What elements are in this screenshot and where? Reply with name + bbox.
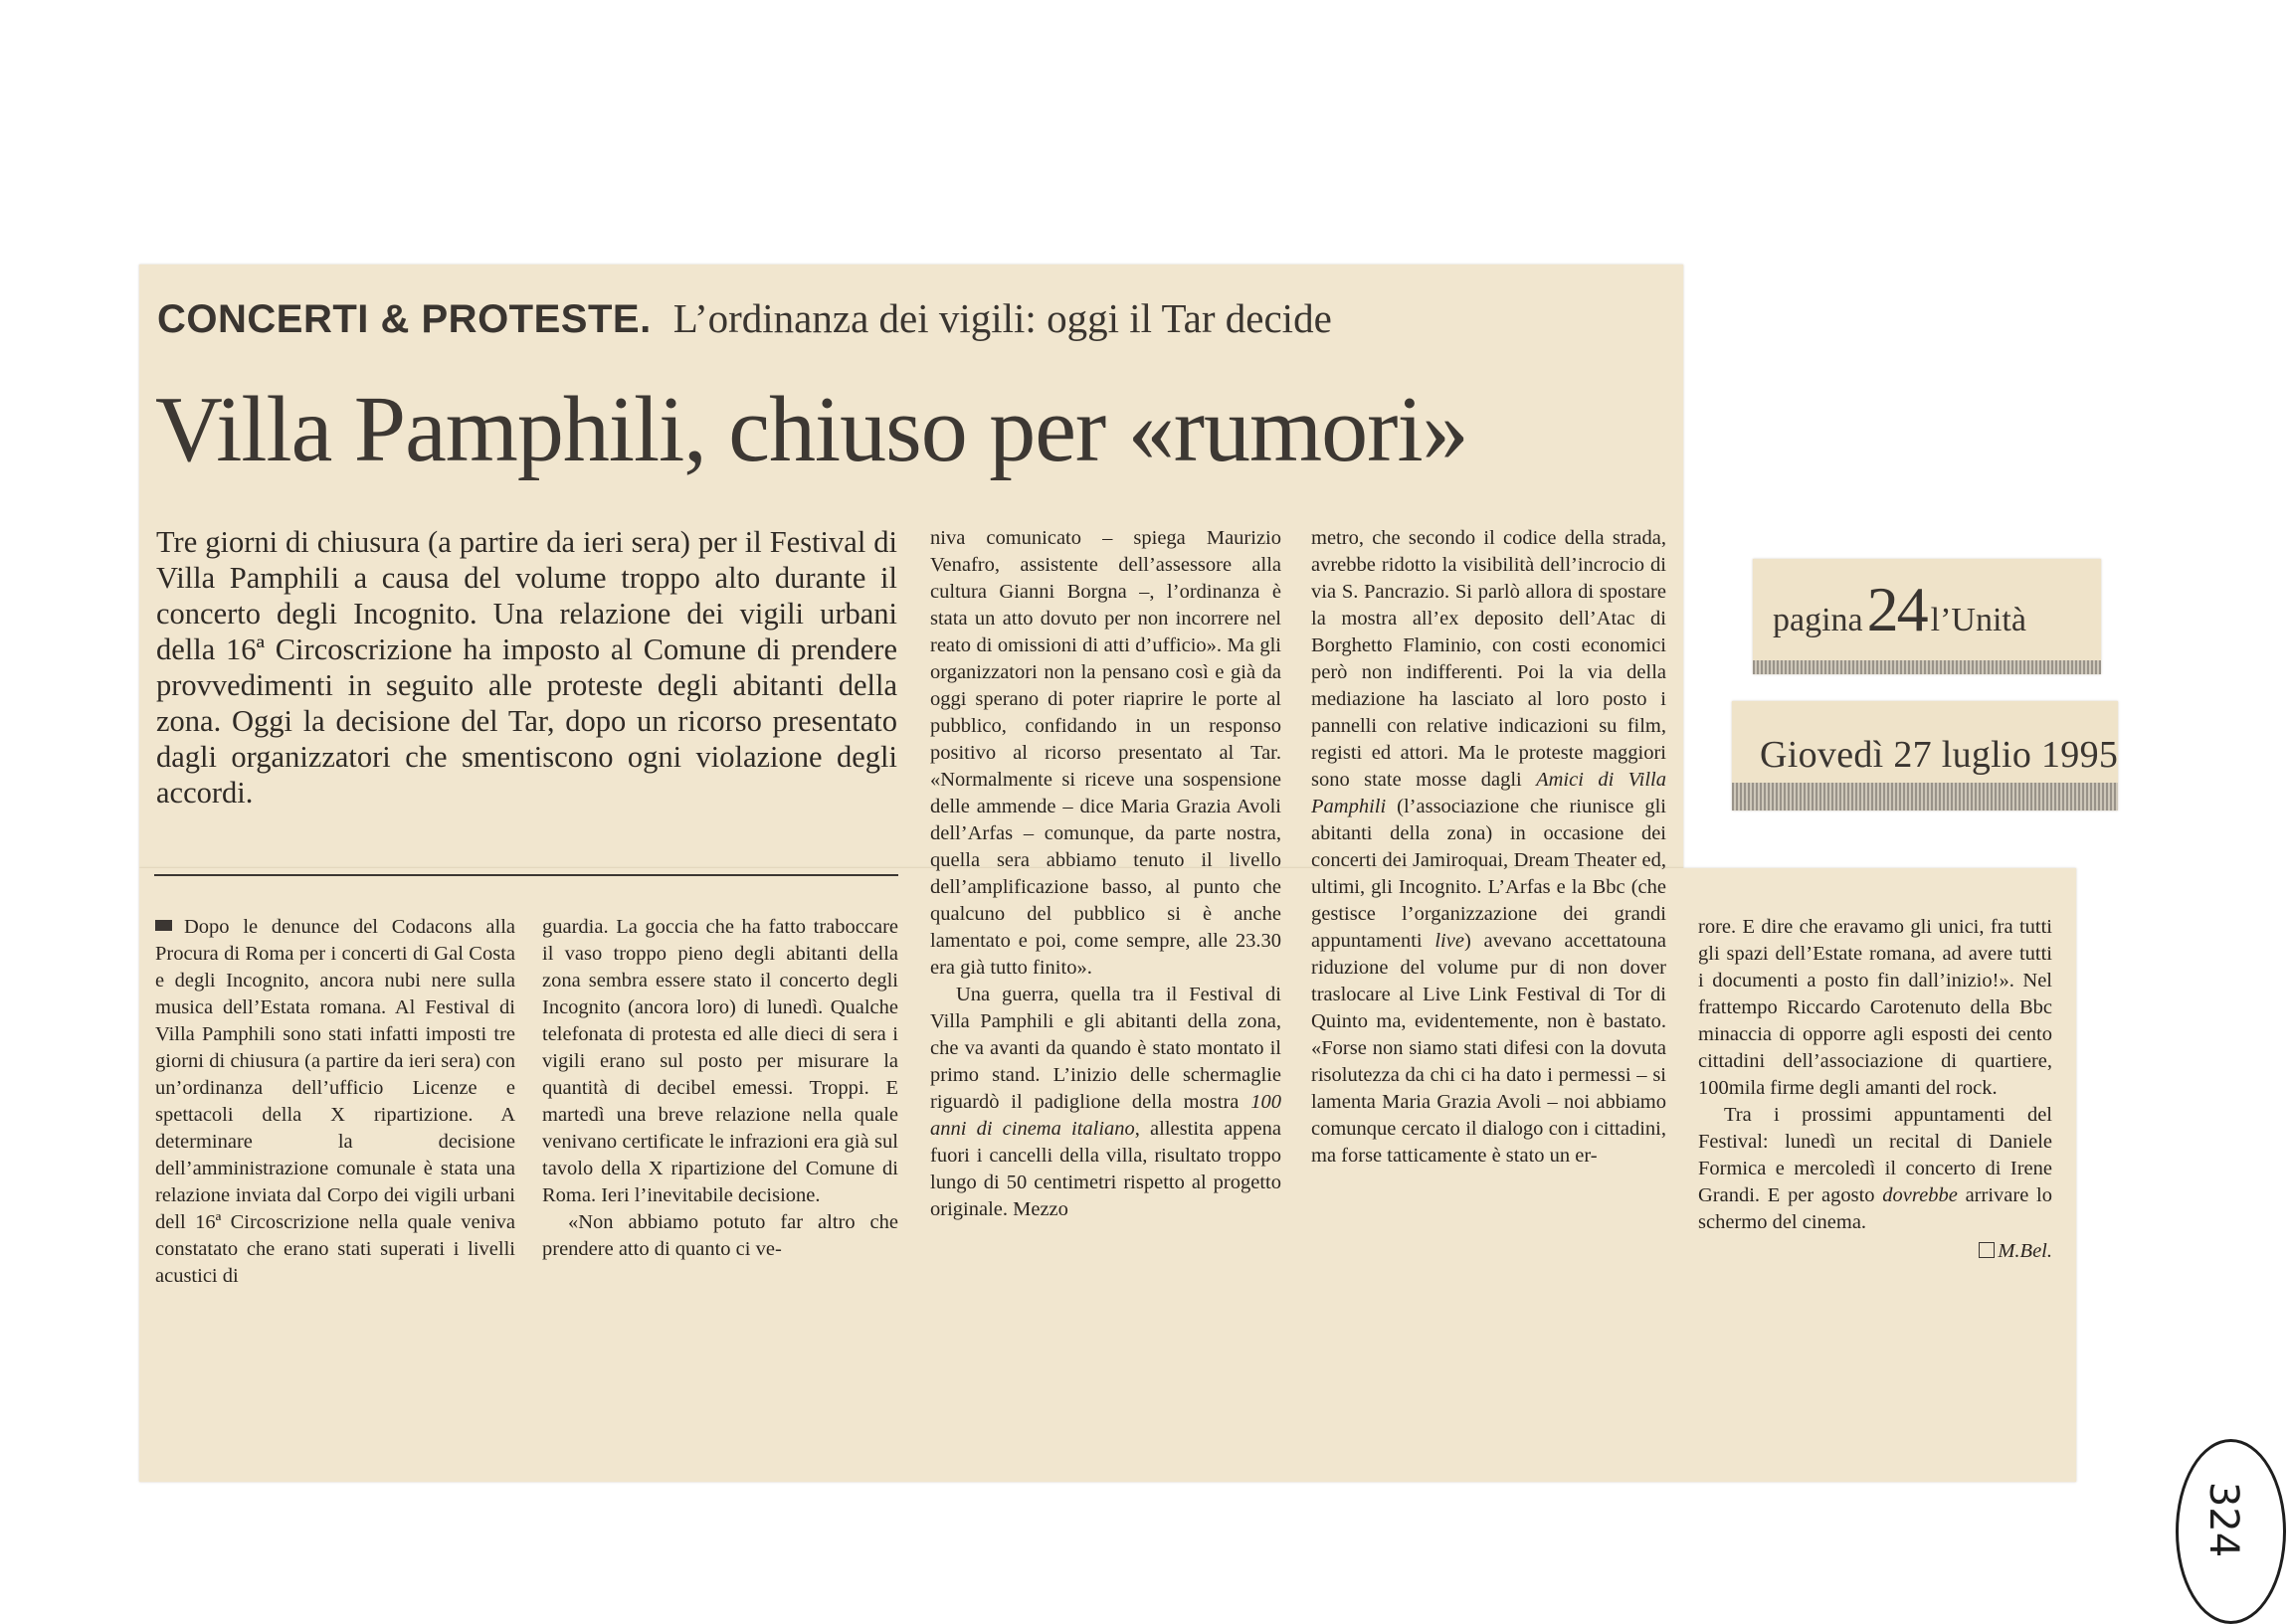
kicker-subtitle: L’ordinanza dei vigili: oggi il Tar decide [672,295,1332,341]
column-2-paragraph-1: guardia. La goccia che ha fatto traboccare il vaso troppo pieno degli abitanti della zona sembra essere stato il concerto degli Incognito (ancora loro) di lunedì. Qualche telefonata di protesta ed alle dieci di sera i vigili erano sul posto per misurare la quantità di decibel emessi. Troppi. E martedì una breve relazione nella quale venivano certificate le infrazioni era già sul tavolo della X ripartizione del Comune di Roma. Ieri l’inevitabile decisione. [542,916,898,1206]
kicker [157,294,1332,342]
page-label [1753,559,2101,674]
column-5-paragraph-1: rore. E dire che eravamo gli unici, fra tutti gli spazi dell’Estate romana, ad avere tutti i documenti a posto fin dall’inizio!». Nel frattempo Riccardo Carotenuto della Bbc minaccia di opporre agli esposti dei cento cittadini dell’associazione di quartiere, 100mila firme degli amanti del rock. [1698,916,2052,1099]
headline: Villa Pamphili, chiuso per «rumori» [155,378,1468,481]
date-label-hatch [1732,783,2118,811]
column-3-paragraph-1: niva comunicato – spiega Maurizio Venafro, assistente dell’assessore alla cultura Gianni Borgna –, l’ordinanza è stata un atto dovuto per non incorrere nel reato di omissioni di atti d’ufficio». Ma gli organizzatori non la pensano così e già da oggi sperano di poter riaprire le porte al pubblico, confidando in un responso positivo al ricorso presentato al Tar. «Normalmente si riceve una sospensione delle ammende – dice Maria Grazia Avoli dell’Arfas – comunque, da parte nostra, quella sera abbiamo tenuto il livello dell’amplificazione basso, al punto che qualcuno del pubblico si è anche lamentato e poi, come sempre, alle 23.30 era già tutto finito». [930,527,1281,979]
lead-paragraph: Tre giorni di chiusura (a partire da ieri sera) per il Festival di Villa Pamphili a causa del volume troppo alto durante il concerto degli Incognito. Una relazione dei vigili urbani della 16ª Circoscrizione ha imposto al Comune di prendere provvedimenti in seguito alle proteste degli abitanti della zona. Oggi la decisione del Tar, dopo un ricorso presentato dagli organizzatori che smentiscono ogni violazione degli accordi. [156,525,897,810]
date-text: Giovedì 27 luglio 1995 [1760,734,2119,776]
column-3-paragraph-2: Una guerra, quella tra il Festival di Villa Pamphili e gli abitanti della zona, che va avanti da quando è stato montato il primo stand. L’inizio delle schermaglie riguardò il padiglione della mostra 100 anni di cinema italiano, allestita appena fuori i cancelli della villa, risultato troppo lungo di 50 centimetri rispetto al progetto originale. Mezzo [930,984,1281,1220]
column-1-text: Dopo le denunce del Codacons alla Procura di Roma per i concerti di Gal Costa e degli Incognito, ancora nubi nere sulla musica dell’Estata romana. Al Festival di Villa Pamphili sono stati infatti imposti tre giorni di chiusura (a partire da ieri sera) con un’ordinanza dell’ufficio Licenze e spettacoli della X ripartizione. A determinare la decisione dell’amministrazione comunale è stata una relazione inviata dal Corpo dei vigili urbani dell 16ª Circoscrizione nella quale veniva constatato che erano stati superati i livelli acustici di [155,916,515,1287]
byline: M.Bel. [1698,1238,2052,1265]
column-5 [1698,914,2052,1265]
lead-divider [154,874,898,876]
kicker-section: CONCERTI & PROTESTE. [157,297,652,341]
page-word: pagina [1773,602,1863,638]
paragraph-marker-icon [155,920,172,931]
column-1 [155,914,515,1290]
column-3 [930,525,1281,1223]
byline-box-icon [1979,1242,1995,1258]
column-2-paragraph-2: «Non abbiamo potuto far altro che prendere atto di quanto ci ve- [542,1211,898,1260]
page-label-hatch [1753,660,2101,674]
column-2 [542,914,898,1263]
column-4 [1311,525,1666,1170]
newspaper-name: l’Unità [1930,602,2026,638]
page-number: 24 [1866,574,1927,644]
date-label [1732,701,2118,811]
column-4-paragraph-1: metro, che secondo il codice della strada, avrebbe ridotto la visibilità dell’incrocio di via S. Pancrazio. Si parlò allora di spostare la mostra all’ex deposito dell’Atac di Borghetto Flaminio, con costi economici però non indifferenti. Poi la via della mediazione ha lasciato al loro posto i pannelli con relative indicazioni su film, registi ed attori. Ma le proteste maggiori sono state mosse dagli Amici di Villa Pamphili (l’associazione che riunisce gli abitanti della zona) in occasione dei concerti dei Jamiroquai, Dream Theater ed, ultimi, gli Incognito. L’Arfas e la Bbc (che gestisce l’organizzazione dei grandi appuntamenti live) avevano accettatouna riduzione del volume pur di non dover traslocare al Live Link Festival di Tor di Quinto ma, evidentemente, non è bastato. «Forse non siamo stati difesi con la dovuta risolutezza da chi ci ha dato i permessi – si lamenta Maria Grazia Avoli – noi abbiamo comunque cercato il dialogo con i cittadini, ma forse tatticamente è stato un er- [1311,527,1666,1167]
archive-number: 324 [2200,1481,2247,1558]
column-5-paragraph-2: Tra i prossimi appuntamenti del Festival: lunedì un recital di Daniele Formica e mercoledì il concerto di Irene Grandi. E per agosto dovrebbe arrivare lo schermo del cinema. [1698,1104,2052,1233]
